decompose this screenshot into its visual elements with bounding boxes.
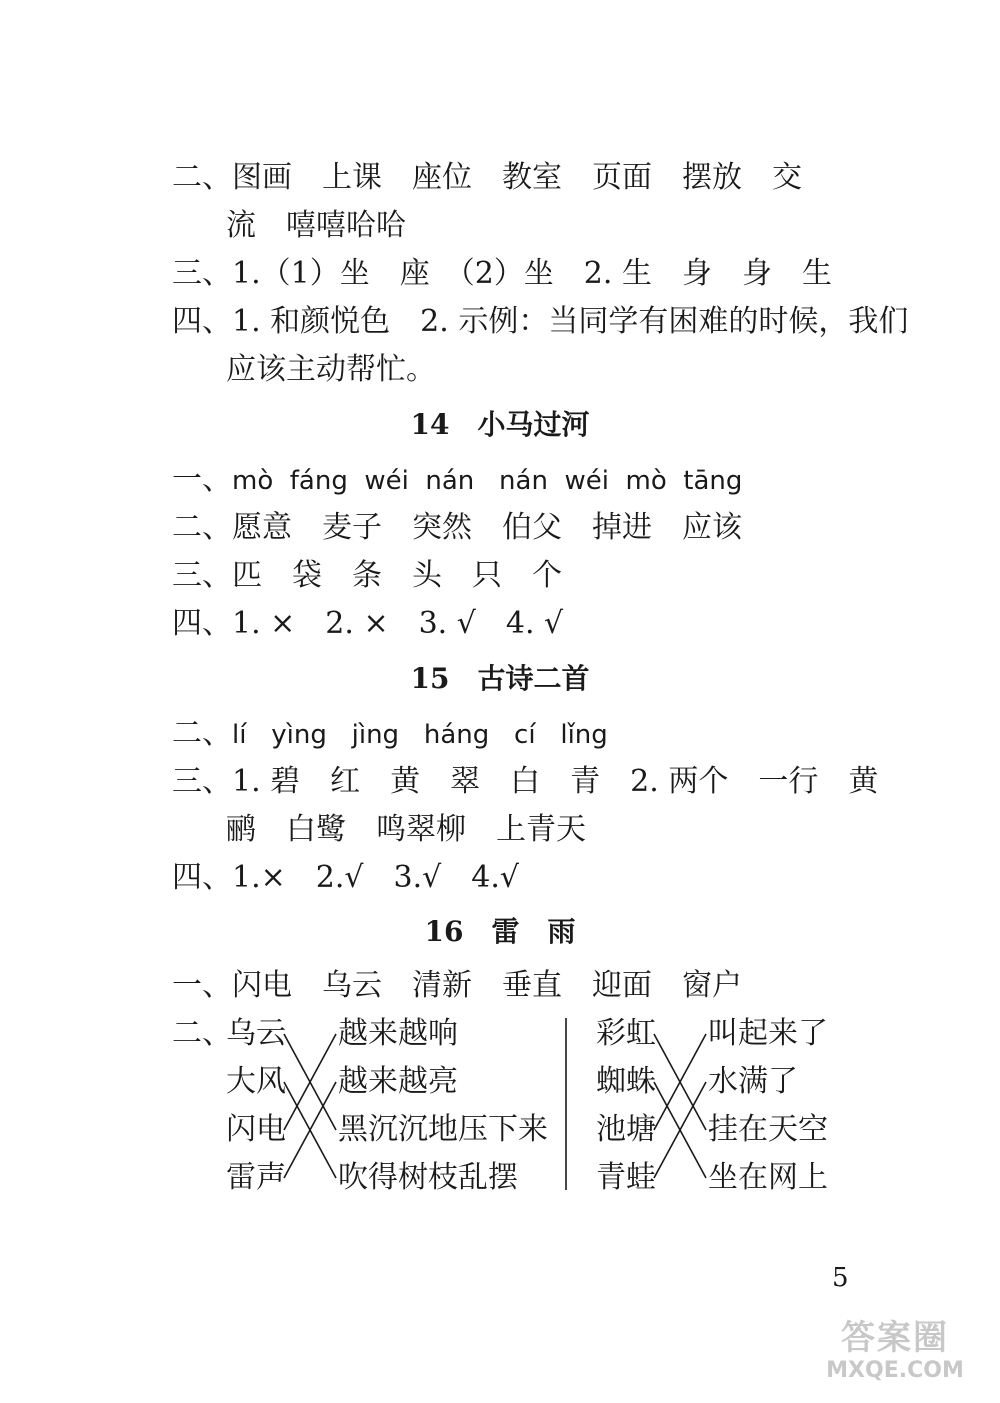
match-item: 越来越亮 [338, 1064, 458, 1099]
item-prefix: 二、 [172, 716, 232, 751]
answer-line-2-cont: 流 嘻嘻哈哈 [226, 208, 406, 243]
match-item: 叫起来了 [708, 1016, 828, 1051]
answer-line-3: 三、1.（1）坐 座 （2）坐 2. 生 身 身 生 [172, 256, 832, 291]
l16-line-1: 一、闪电 乌云 清新 垂直 迎面 窗户 [172, 968, 742, 1003]
l14-line-2: 二、愿意 麦子 突然 伯父 掉进 应该 [172, 510, 742, 545]
watermark [810, 1318, 980, 1384]
match-item: 挂在天空 [708, 1112, 828, 1147]
match-item: 吹得树枝乱摆 [338, 1160, 518, 1195]
match-item: 乌云 [226, 1016, 286, 1051]
l15-line-4: 四、1.× 2.√ 3.√ 4.√ [172, 860, 519, 895]
watermark-url: MXQE.COM [826, 1358, 964, 1383]
lesson-number: 16 [424, 915, 464, 948]
match-item: 池塘 [596, 1112, 656, 1147]
lesson-number: 14 [410, 408, 450, 441]
lesson-name-a: 雷 [491, 915, 520, 948]
match-item: 坐在网上 [708, 1160, 828, 1195]
l15-line-2-cont: 鹂 白鹭 鸣翠柳 上青天 [226, 812, 586, 847]
match-item: 越来越响 [338, 1016, 458, 1051]
answer-line-2: 二、图画 上课 座位 教室 页面 摆放 交 [172, 160, 802, 195]
match-item: 黑沉沉地压下来 [338, 1112, 548, 1147]
match-item: 闪电 [226, 1112, 286, 1147]
answer-line-4-cont: 应该主动帮忙。 [226, 352, 436, 387]
match-item: 彩虹 [596, 1016, 656, 1051]
item-prefix: 一、 [172, 462, 232, 497]
lesson-name-b: 雨 [547, 915, 576, 948]
l15-line-2: 三、1. 碧 红 黄 翠 白 青 2. 两个 一行 黄 [172, 764, 879, 799]
pinyin-answer: mò fáng wéi nán nán wéi mò tāng [232, 466, 743, 496]
lesson-number: 15 [410, 662, 450, 695]
l14-line-3: 三、匹 袋 条 头 只 个 [172, 558, 562, 593]
match-item: 雷声 [226, 1160, 286, 1195]
match-item: 蜘蛛 [596, 1064, 656, 1099]
match-item: 水满了 [708, 1064, 798, 1099]
l14-line-4: 四、1. × 2. × 3. √ 4. √ [172, 606, 564, 641]
answer-line-4: 四、1. 和颜悦色 2. 示例：当同学有困难的时候，我们 [172, 304, 909, 339]
watermark-logo-text: 答案圈 [841, 1318, 949, 1358]
pinyin-answer: lí yìng jìng háng cí lǐng [232, 720, 608, 750]
match-item: 大风 [226, 1064, 286, 1099]
lesson-name: 古诗二首 [477, 662, 590, 695]
match-item: 青蛙 [596, 1160, 656, 1195]
lesson-name: 小马过河 [477, 408, 590, 441]
page-number: 5 [832, 1263, 849, 1293]
l16-matching-prefix: 二、 [172, 1016, 232, 1051]
